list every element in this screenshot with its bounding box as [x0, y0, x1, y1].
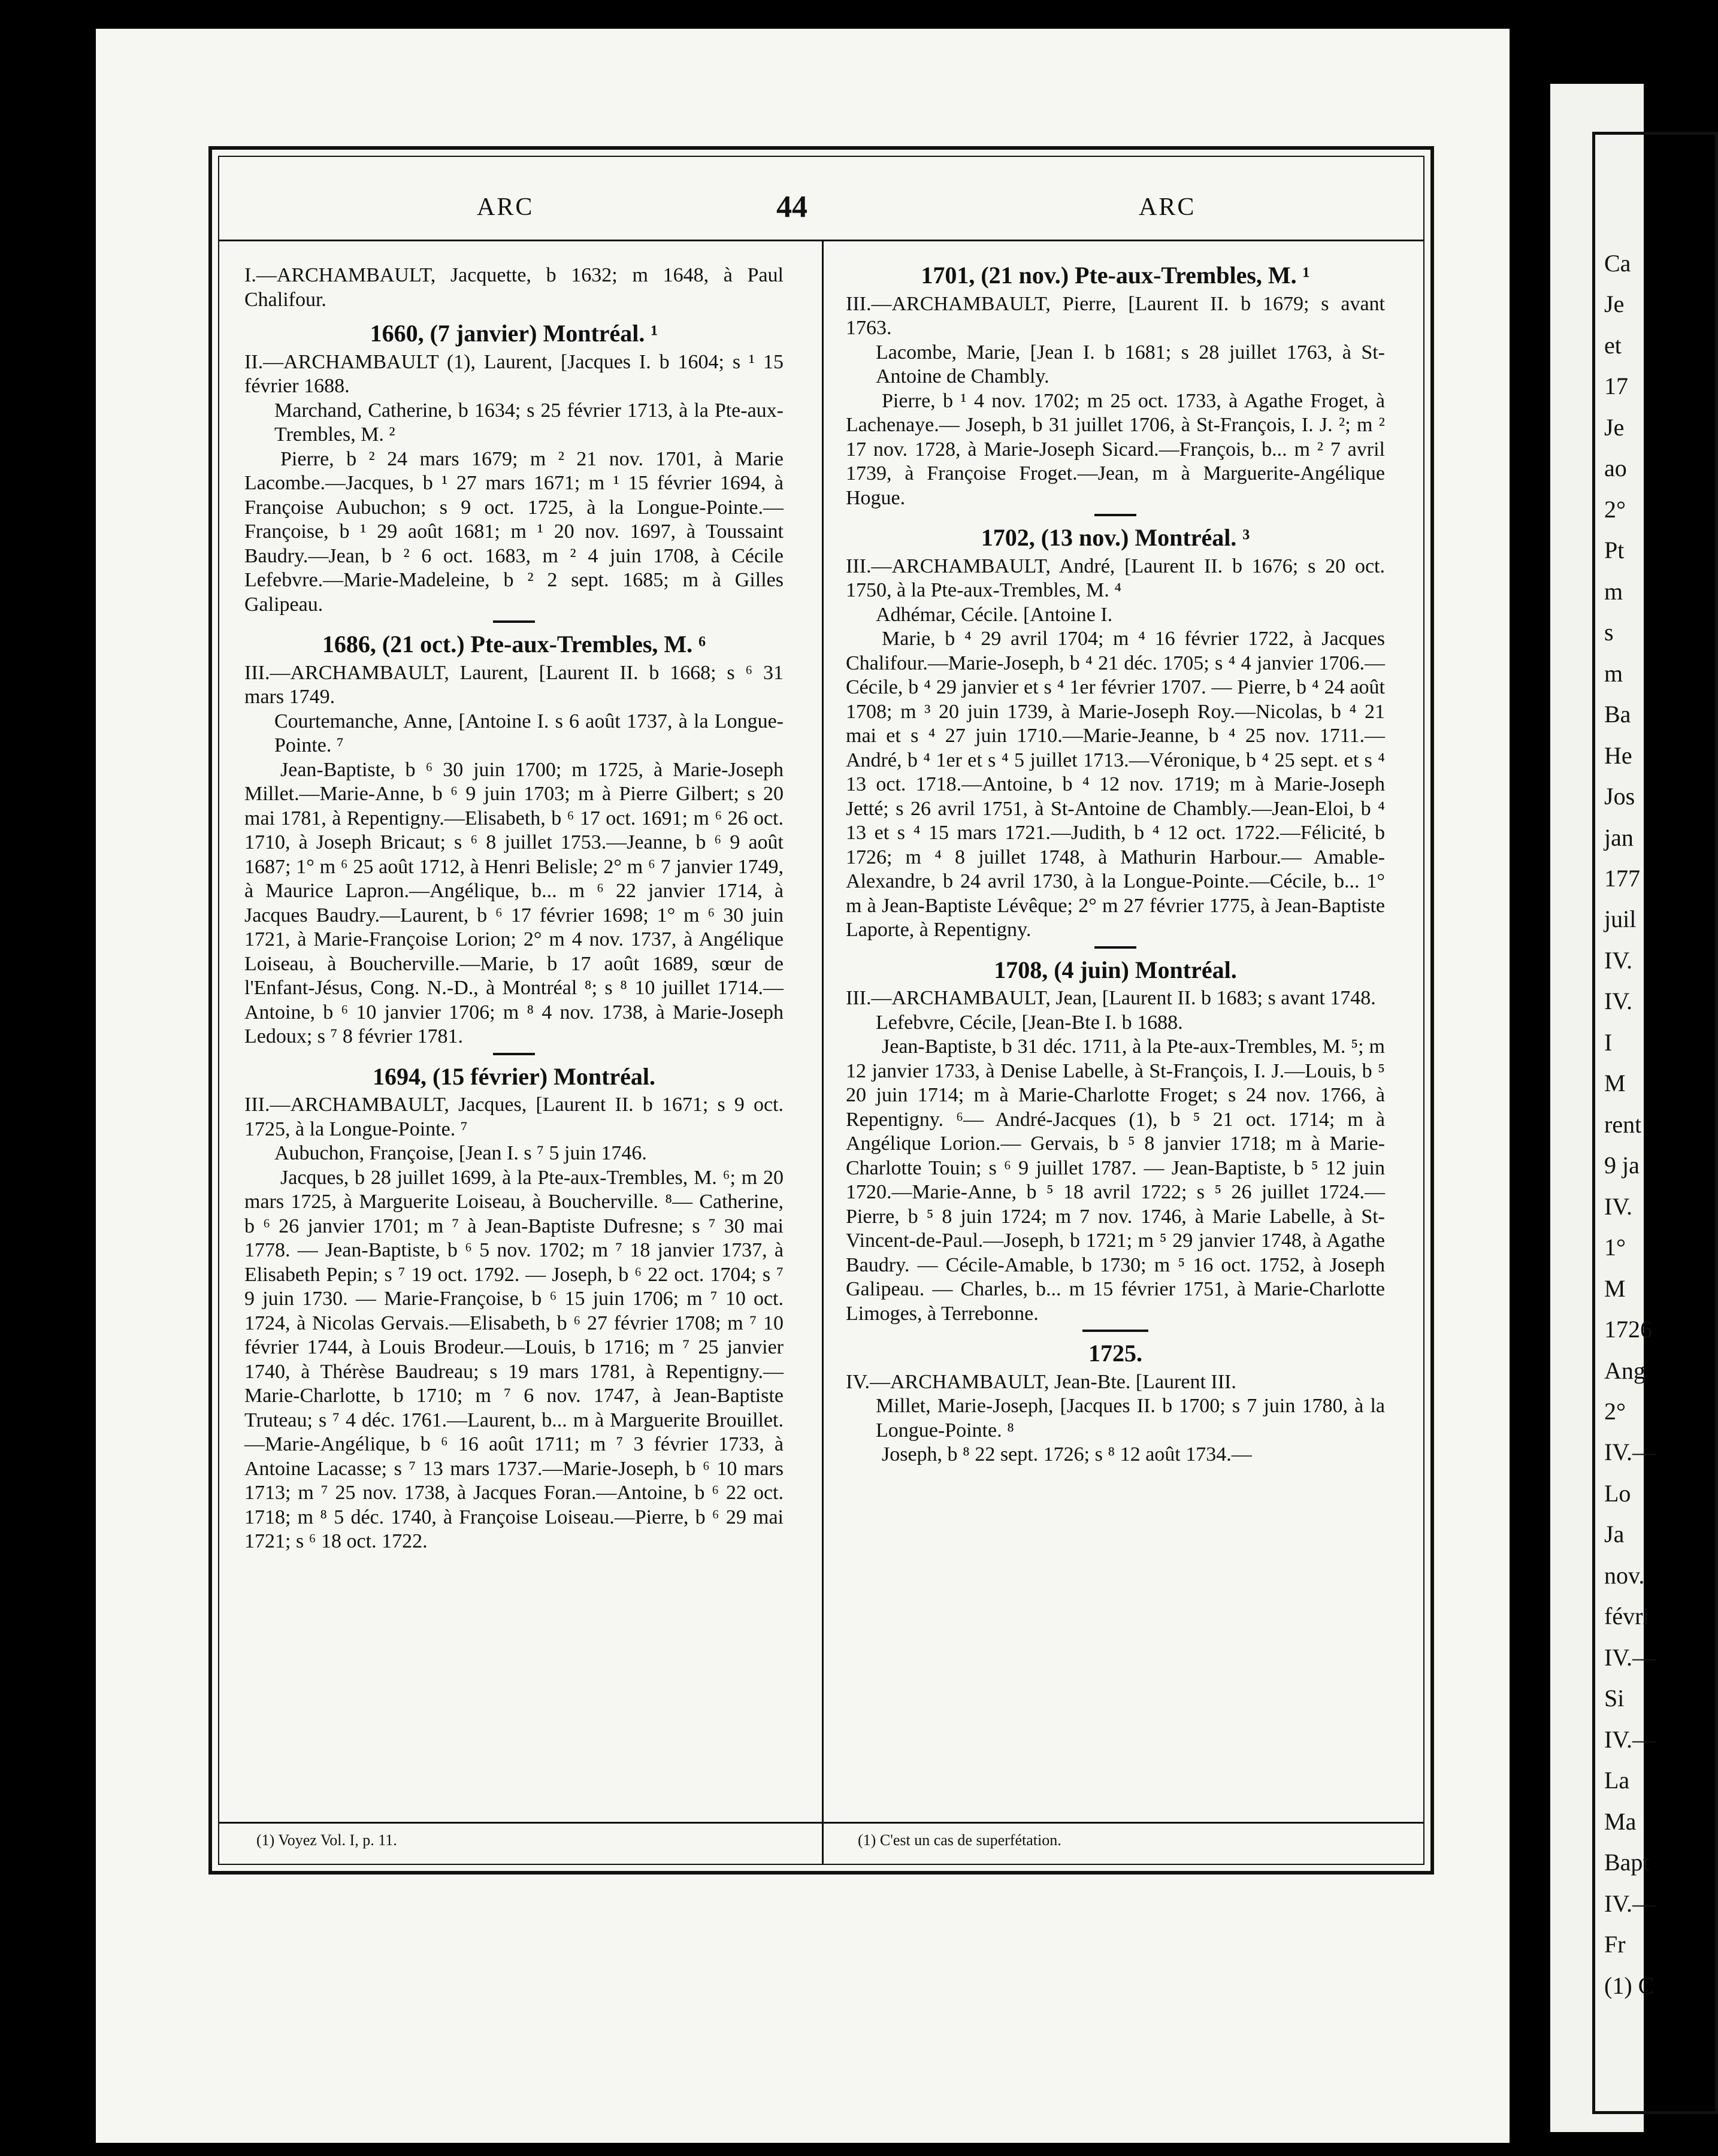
entry-jean-iii-head: III.—ARCHAMBAULT, Jean, [Laurent II. b 1683; s avant 1748.	[846, 987, 1376, 1009]
header-rule	[219, 240, 1423, 241]
year-heading	[244, 632, 784, 659]
entry-pierre-iii-spouse: Lacombe, Marie, [Jean I. b 1681; s 28 juillet 1763, à St-Antoine de Chambly.	[876, 341, 1385, 387]
year-1725: 1725.	[1088, 1340, 1142, 1367]
entry-pierre-iii-children: Pierre, b ¹ 4 nov. 1702; m 25 oct. 1733, à Agathe Froget, à Lachenaye.— Joseph, b 31 juillet 1706, à St-François, I. J. ²; m ² 17 nov. 1728, à Marie-Joseph Sicard.—François, b... m ² 7 avril 1739, à Françoise Froget.—Jean, m à Marguerite-Angélique Hogue.	[846, 389, 1385, 509]
adjacent-page-text: et	[1604, 331, 1622, 359]
entry-laurent-ii-spouse: Marchand, Catherine, b 1634; s 25 février 1713, à la Pte-aux-Trembles, M. ²	[274, 399, 784, 446]
entry-jacques-iii-head: III.—ARCHAMBAULT, Jacques, [Laurent II. b 1671; s 9 oct. 1725, à la Longue-Pointe. ⁷	[244, 1094, 784, 1140]
entry-pierre-iii-head: III.—ARCHAMBAULT, Pierre, [Laurent II. b 1679; s avant 1763.	[846, 292, 1385, 339]
adjacent-page-text: jan	[1604, 823, 1634, 851]
running-head	[219, 190, 1423, 229]
adjacent-page-text: IV.—	[1604, 1889, 1657, 1917]
year-1708: 1708, (4 juin) Montréal.	[994, 956, 1237, 983]
adjacent-page-text: m	[1604, 659, 1623, 687]
left-column	[244, 264, 784, 1554]
adjacent-page-text: IV.—	[1604, 1643, 1657, 1671]
adjacent-page-text: 17	[1604, 373, 1628, 400]
adjacent-page-text: 177	[1604, 864, 1640, 892]
adjacent-page-text: Bapt	[1604, 1849, 1650, 1876]
adjacent-page-text: Ba	[1604, 701, 1631, 728]
year-1686: 1686, (21 oct.) Pte-aux-Trembles, M. ⁶	[322, 631, 706, 658]
section-separator	[493, 620, 535, 623]
right-column	[846, 264, 1385, 1467]
year-1660: 1660, (7 janvier) Montréal. ¹	[370, 320, 658, 347]
entry-laurent-iii-children: Jean-Baptiste, b ⁶ 30 juin 1700; m 1725, à Marie-Joseph Millet.—Marie-Anne, b ⁶ 9 juin 1703; m à Pierre Gilbert; s 20 mai 1781, à Repentigny.—Elisabeth, b ⁶ 17 oct. 1691; m ⁶ 26 oct. 1710, à Joseph Bricaut; s ⁶ 8 juillet 1753.—Jeanne, b ⁶ 9 août 1687; 1° m ⁶ 25 août 1712, à Henri Belisle; 2° m ⁶ 7 janvier 1749, à Maurice Lapron.—Angélique, b... m ⁶ 22 janvier 1714, à Jacques Baudry.—Laurent, b ⁶ 17 février 1698; 1° m ⁶ 30 juin 1721, à Marie-Françoise Lorion; 2° m 4 nov. 1737, à Angélique Loiseau, à Boucherville.—Marie, b 17 août 1689, sœur de l'Enfant-Jésus, Cong. N.-D., à Montréal ⁸; s ⁸ 10 juillet 1714.—Antoine, b ⁶ 10 janvier 1706; m ⁸ 4 nov. 1738, à Marie-Joseph Ledoux; s ⁷ 8 février 1781.	[244, 758, 784, 1047]
year-heading	[244, 1062, 784, 1091]
entry-laurent-iii-spouse: Courtemanche, Anne, [Antoine I. s 6 août 1737, à la Longue-Pointe. ⁷	[274, 710, 784, 756]
adjacent-page-text: La	[1604, 1767, 1630, 1794]
section-separator	[1094, 514, 1136, 516]
adjacent-page-text: 2°	[1604, 1398, 1626, 1425]
running-head-right: ARC	[1139, 193, 1196, 221]
year-heading	[846, 1342, 1385, 1368]
adjacent-page-text: M	[1604, 1070, 1626, 1097]
section-separator	[493, 1053, 535, 1055]
adjacent-page-text: Pt	[1604, 537, 1625, 564]
adjacent-page-text: Ja	[1604, 1521, 1625, 1548]
entry-jean-bte-iv-children: Joseph, b ⁸ 22 sept. 1726; s ⁸ 12 août 1734.—	[882, 1443, 1252, 1465]
section-separator	[1094, 946, 1136, 949]
adjacent-page-fragment	[1550, 84, 1657, 2132]
entry-laurent-ii-head: II.—ARCHAMBAULT (1), Laurent, [Jacques I. b 1604; s ¹ 15 février 1688.	[244, 350, 784, 397]
adjacent-page-text: Ang	[1604, 1356, 1646, 1384]
adjacent-page-text: rent	[1604, 1110, 1642, 1138]
entry-jean-iii-children: Jean-Baptiste, b 31 déc. 1711, à la Pte-aux-Trembles, M. ⁵; m 12 janvier 1733, à Denise Labelle, à St-François, I. J.—Louis, b ⁵ 20 juin 1714; m à Marie-Charlotte Froget; s 24 nov. 1766, à Repentigny. ⁶— André-Jacques (1), b ⁵ 21 oct. 1714; m à Angélique Lorion.— Gervais, b ⁵ 8 janvier 1718; m à Marie-Charlotte Touin; s ⁶ 9 juillet 1787. — Jean-Baptiste, b ⁵ 12 juin 1720.—Marie-Anne, b ⁵ 18 avril 1722; s ⁵ 26 juillet 1724.— Pierre, b ⁵ 8 juin 1724; m 7 nov. 1746, à Marie Labelle, à St-Vincent-de-Paul.—Joseph, b 1721; m ⁵ 29 janvier 1748, à Agathe Baudry. — Cécile-Amable, b 1730; m ⁵ 16 oct. 1752, à Joseph Galipeau. — Charles, b... m 15 février 1751, à Marie-Charlotte Limoges, à Terrebonne.	[846, 1035, 1385, 1325]
entry-laurent-ii-children: Pierre, b ² 24 mars 1679; m ² 21 nov. 1701, à Marie Lacombe.—Jacques, b ¹ 27 mars 1671; m ¹ 15 février 1694, à Françoise Aubuchon; s 9 oct. 1725, à la Longue-Pointe.—Françoise, b ¹ 29 août 1681; m ¹ 20 nov. 1697, à Toussaint Baudry.—Jean, b ² 6 oct. 1683, m ² 4 juin 1708, à Cécile Lefebvre.—Marie-Madeleine, b ² 2 sept. 1685; m à Gilles Galipeau.	[244, 447, 784, 616]
entry-jacques-iii-children: Jacques, b 28 juillet 1699, à la Pte-aux-Trembles, M. ⁶; m 20 mars 1725, à Marguerite Loiseau, à Boucherville. ⁸— Catherine, b ⁶ 26 janvier 1701; m ⁷ à Jean-Baptiste Dufresne; s ⁷ 30 mai 1778. — Jean-Baptiste, b ⁶ 5 nov. 1702; m ⁷ 18 janvier 1737, à Elisabeth Pepin; s ⁷ 19 oct. 1792. — Joseph, b ⁶ 22 oct. 1704; s ⁷ 9 juin 1730. — Marie-Françoise, b ⁶ 15 juin 1706; m ⁷ 10 oct. 1724, à Nicolas Gervais.—Elisabeth, b ⁶ 27 février 1708; m ⁷ 10 février 1744, à Louis Brodeur.—Louis, b 1716; m ⁷ 25 janvier 1740, à Thérèse Baudreau; s 19 mars 1781, à Repentigny.—Marie-Charlotte, b 1710; m ⁷ 6 nov. 1747, à Jean-Baptiste Truteau; s ⁷ 4 déc. 1761.—Laurent, b... m à Marguerite Brouillet.—Marie-Angélique, b ⁶ 16 août 1711; m ⁷ 3 février 1733, à Antoine Lacasse; s ⁷ 13 mars 1737.—Marie-Joseph, b ⁶ 10 mars 1713; m ⁷ 25 nov. 1738, à Jacques Foran.—Antoine, b ⁶ 22 oct. 1718; m ⁸ 5 déc. 1740, à Françoise Loiseau.—Pierre, b ⁶ 29 mai 1721; s ⁶ 18 oct. 1722.	[244, 1166, 784, 1552]
adjacent-page-text: juil	[1604, 906, 1637, 933]
adjacent-page-text: Jos	[1604, 783, 1635, 810]
adjacent-page-text: He	[1604, 741, 1632, 769]
entry-jean-bte-iv-spouse: Millet, Marie-Joseph, [Jacques II. b 1700; s 7 juin 1780, à la Longue-Pointe. ⁸	[876, 1395, 1385, 1442]
adjacent-page-text: févri	[1604, 1603, 1650, 1630]
adjacent-page-text: Ca	[1604, 250, 1631, 277]
adjacent-page-text: 2°	[1604, 495, 1626, 523]
adjacent-page-text: Ma	[1604, 1807, 1637, 1835]
entry-jacquette: I.—ARCHAMBAULT, Jacquette, b 1632; m 1648, à Paul Chalifour.	[244, 264, 784, 311]
year-heading	[846, 264, 1385, 290]
running-head-left: ARC	[477, 193, 534, 221]
footnote-left: (1) Voyez Vol. I, p. 11.	[256, 1831, 397, 1849]
adjacent-page-text: (1) C	[1604, 1972, 1655, 1999]
adjacent-page-text: IV.	[1604, 946, 1633, 974]
page-number: 44	[776, 190, 807, 224]
adjacent-page-text: ao	[1604, 455, 1627, 482]
adjacent-page-text: IV.	[1604, 988, 1633, 1015]
adjacent-page-text: Si	[1604, 1685, 1625, 1712]
entry-laurent-iii-head: III.—ARCHAMBAULT, Laurent, [Laurent II. b 1668; s ⁶ 31 mars 1749.	[244, 661, 784, 708]
entry-andre-iii-spouse: Adhémar, Cécile. [Antoine I.	[876, 603, 1113, 626]
year-1701: 1701, (21 nov.) Pte-aux-Trembles, M. ¹	[921, 262, 1310, 289]
adjacent-page-text: 9 ja	[1604, 1152, 1640, 1179]
page-frame-inner	[218, 156, 1424, 1865]
page-frame	[208, 146, 1434, 1875]
year-heading	[846, 526, 1385, 552]
entry-jean-bte-iv-head: IV.—ARCHAMBAULT, Jean-Bte. [Laurent III.	[846, 1370, 1236, 1393]
adjacent-page-text: IV.—	[1604, 1439, 1657, 1466]
adjacent-page-text: m	[1604, 577, 1623, 605]
year-heading	[244, 322, 784, 348]
adjacent-page-text: I	[1604, 1028, 1613, 1056]
adjacent-page-text: Je	[1604, 290, 1625, 318]
footnote-rule	[219, 1822, 1423, 1824]
adjacent-page-text: Lo	[1604, 1479, 1631, 1507]
adjacent-page-text: IV.—	[1604, 1725, 1657, 1753]
year-1694: 1694, (15 février) Montréal.	[372, 1062, 656, 1090]
entry-andre-iii-head: III.—ARCHAMBAULT, André, [Laurent II. b 1676; s 20 oct. 1750, à la Pte-aux-Trembles, M. ⁴	[846, 555, 1385, 601]
year-heading	[846, 958, 1385, 985]
column-divider	[822, 241, 824, 1864]
adjacent-page-text: IV.	[1604, 1192, 1633, 1220]
entry-jacques-iii-spouse: Aubuchon, Françoise, [Jean I. s ⁷ 5 juin 1746.	[274, 1142, 647, 1164]
entry-andre-iii-children: Marie, b ⁴ 29 avril 1704; m ⁴ 16 février 1722, à Jacques Chalifour.—Marie-Joseph, b ⁴ 21 déc. 1705; s ⁴ 4 janvier 1706.— Cécile, b ⁴ 29 janvier et s ⁴ 1er février 1707. — Pierre, b ⁴ 24 août 1708; m ³ 20 juin 1739, à Marie-Joseph Roy.—Nicolas, b ⁴ 21 mai et s ⁴ 27 juin 1710.—Marie-Jeanne, b ⁴ 25 nov. 1711.—André, b ⁴ 1er et s ⁴ 5 juillet 1713.—Véronique, b ⁴ 25 sept. et s ⁴ 13 oct. 1718.—Antoine, b ⁴ 12 nov. 1719; m à Marie-Joseph Jetté; s 26 avril 1751, à St-Antoine de Chambly.—Jean-Eloi, b ⁴ 13 et s ⁴ 15 mars 1721.—Judith, b ⁴ 12 oct. 1722.—Félicité, b 1726; m ⁴ 8 juillet 1748, à Mathurin Harbour.— Amable-Alexandre, b 24 avril 1730, à la Longue-Pointe.—Cécile, b... 1° m à Jean-Baptiste Lévêque; 2° m 27 février 1775, à Jean-Baptiste Laporte, à Repentigny.	[846, 628, 1385, 941]
adjacent-page-text: 1°	[1604, 1234, 1626, 1261]
adjacent-page-text: M	[1604, 1274, 1626, 1302]
adjacent-page-text: nov.	[1604, 1561, 1645, 1589]
section-separator	[1082, 1330, 1148, 1332]
adjacent-page-text: 1726	[1604, 1316, 1652, 1343]
year-1702: 1702, (13 nov.) Montréal. ³	[981, 524, 1250, 551]
adjacent-page-text: Fr	[1604, 1931, 1626, 1958]
adjacent-page-text: Je	[1604, 413, 1625, 441]
entry-jean-iii-spouse: Lefebvre, Cécile, [Jean-Bte I. b 1688.	[876, 1011, 1183, 1034]
adjacent-page-text: s	[1604, 619, 1614, 646]
footnote-right: (1) C'est un cas de superfétation.	[858, 1831, 1061, 1849]
